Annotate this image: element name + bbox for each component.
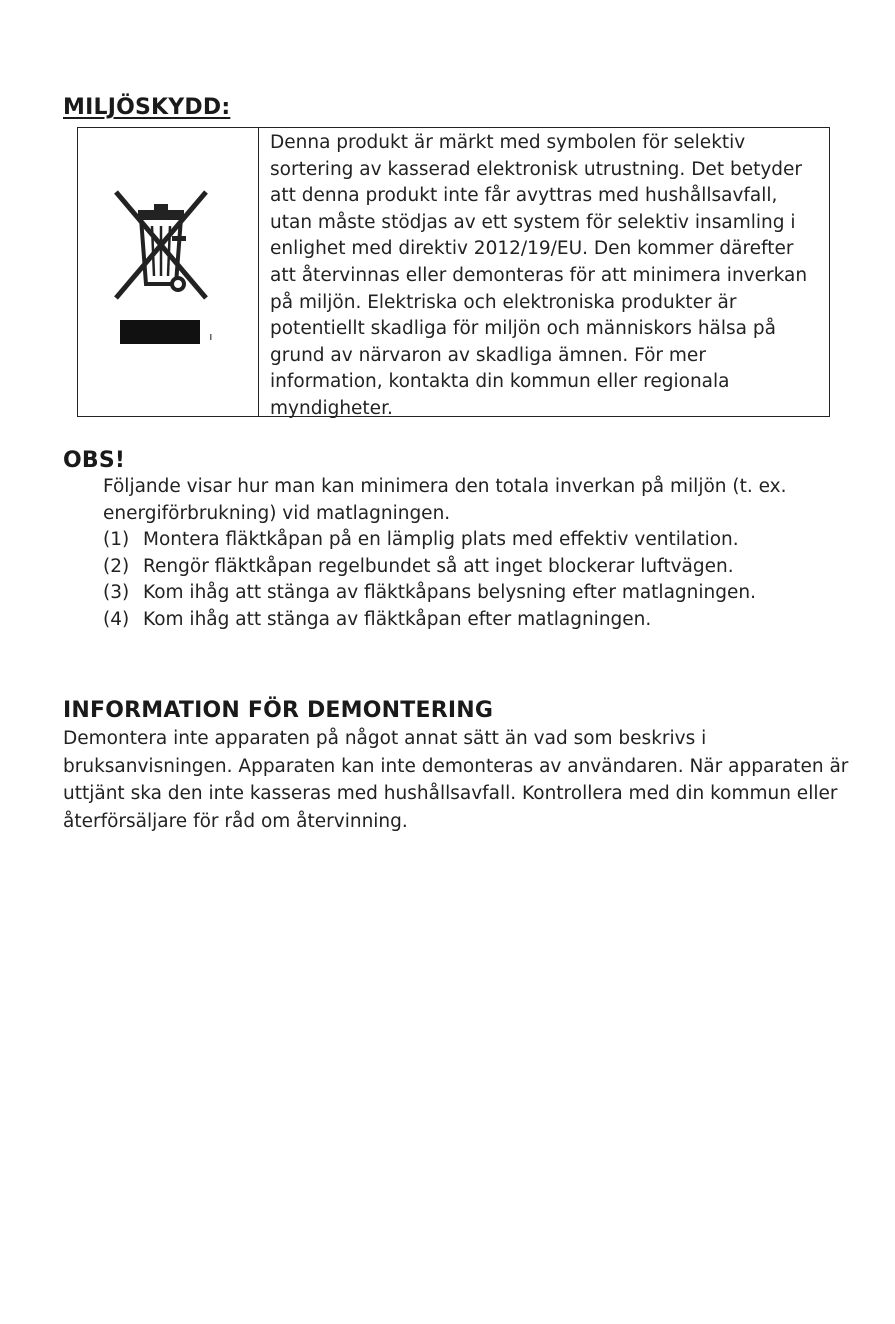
obs-list bbox=[103, 527, 843, 633]
obs-section bbox=[103, 474, 843, 633]
list-item-number: (2) bbox=[103, 555, 130, 577]
list-item-text: Kom ihåg att stänga av fläktkåpans belysning efter matlagningen. bbox=[143, 582, 756, 603]
environment-text-cell bbox=[259, 128, 829, 419]
disassembly-heading: INFORMATION FÖR DEMONTERING bbox=[63, 698, 494, 723]
obs-intro: Följande visar hur man kan minimera den totala inverkan på miljön (t. ex. energiförbrukning) vid matlagningen. bbox=[103, 476, 787, 524]
obs-heading: OBS! bbox=[63, 448, 126, 473]
environment-heading: MILJÖSKYDD: bbox=[63, 95, 231, 120]
list-item-text: Rengör fläktkåpan regelbundet så att inget blockerar luftvägen. bbox=[143, 555, 734, 577]
list-item bbox=[103, 580, 843, 607]
list-item bbox=[103, 607, 843, 634]
list-item-number: (4) bbox=[103, 608, 130, 630]
environment-text: Denna produkt är märkt med symbolen för selektiv sortering av kasserad elektronisk utrustning. Det betyder att denna produkt inte får avyttras med hushållsavfall, utan måste stödjas av ett system för selektiv insamling i enlighet med direktiv 2012/19/EU. Den kommer därefter att återvinnas eller demonteras för att minimera inverkan på miljön. Elektriska och elektroniska produkter är potentiellt skadliga för miljön och människors hälsa på grund av närvaron av skadliga ämnen. För mer information, kontakta din kommun eller regionala myndigheter. bbox=[270, 132, 808, 419]
list-item-text: Kom ihåg att stänga av fläktkåpan efter matlagningen. bbox=[143, 608, 652, 630]
list-item-number: (1) bbox=[103, 529, 130, 550]
crossed-out-wheeled-bin-icon bbox=[108, 180, 213, 350]
environment-info-table bbox=[77, 127, 830, 417]
disassembly-text: Demontera inte apparaten på något annat sätt än vad som beskrivs i bruksanvisningen. Apparaten kan inte demonteras av användaren. När apparaten är uttjänt ska den inte kasseras med hushållsavfall. Kontrollera med din kommun eller återförsäljare för råd om återvinning. bbox=[63, 728, 849, 832]
list-item-text: Montera fläktkåpan på en lämplig plats med effektiv ventilation. bbox=[143, 529, 739, 550]
symbol-cell bbox=[78, 128, 259, 416]
list-item-number: (3) bbox=[103, 582, 130, 603]
list-item bbox=[103, 527, 843, 554]
list-item bbox=[103, 554, 843, 581]
